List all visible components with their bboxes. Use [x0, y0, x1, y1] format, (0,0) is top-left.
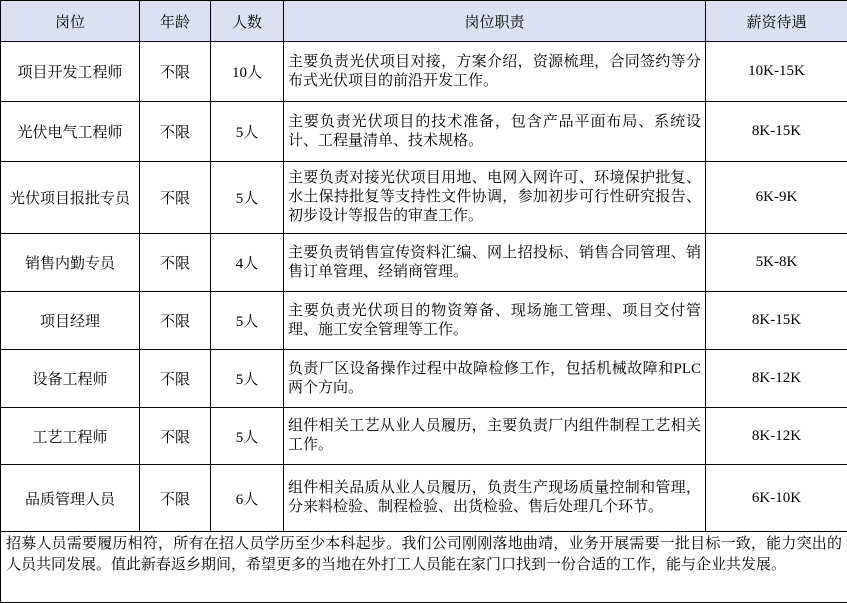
position-cell: 项目经理	[1, 292, 140, 350]
headcount-cell: 5人	[211, 408, 284, 465]
age-cell: 不限	[140, 350, 211, 408]
age-cell: 不限	[140, 162, 211, 234]
headcount-cell: 5人	[211, 350, 284, 408]
footer-row	[1, 532, 847, 603]
table-footer	[1, 532, 847, 603]
salary-cell: 6K-9K	[706, 162, 847, 234]
header-row	[1, 1, 847, 42]
header-headcount: 人数	[211, 1, 284, 42]
table-row	[1, 234, 847, 292]
salary-cell: 10K-15K	[706, 42, 847, 102]
duty-cell: 主要负责光伏项目的技术准备，包含产品平面布局、系统设计、工程量清单、技术规格。	[284, 102, 706, 162]
duty-cell: 主要负责光伏项目的物资筹备、现场施工管理、项目交付管理、施工安全管理等工作。	[284, 292, 706, 350]
position-cell: 光伏电气工程师	[1, 102, 140, 162]
age-cell: 不限	[140, 42, 211, 102]
duty-cell: 主要负责光伏项目对接，方案介绍，资源梳理，合同签约等分布式光伏项目的前沿开发工作。	[284, 42, 706, 102]
footer-note: 招募人员需要履历相符，所有在招人员学历至少本科起步。我们公司刚刚落地曲靖，业务开展需要一批目标一致，能力突出的人员共同发展。值此新春返乡期间，希望更多的当地在外打工人员能在家门口找到一份合适的工作，能与企业共发展。	[1, 532, 847, 603]
table-row	[1, 408, 847, 465]
age-cell: 不限	[140, 292, 211, 350]
headcount-cell: 5人	[211, 102, 284, 162]
duty-cell: 组件相关工艺从业人员履历，主要负责厂内组件制程工艺相关工作。	[284, 408, 706, 465]
headcount-cell: 5人	[211, 162, 284, 234]
duty-cell: 负责厂区设备操作过程中故障检修工作，包括机械故障和PLC两个方向。	[284, 350, 706, 408]
headcount-cell: 4人	[211, 234, 284, 292]
headcount-cell: 5人	[211, 292, 284, 350]
headcount-cell: 6人	[211, 465, 284, 532]
position-cell: 销售内勤专员	[1, 234, 140, 292]
table-row	[1, 42, 847, 102]
salary-cell: 6K-10K	[706, 465, 847, 532]
header-position: 岗位	[1, 1, 140, 42]
table-row	[1, 350, 847, 408]
salary-cell: 8K-12K	[706, 408, 847, 465]
salary-cell: 8K-15K	[706, 292, 847, 350]
salary-cell: 8K-12K	[706, 350, 847, 408]
table-body	[1, 42, 847, 532]
salary-cell: 5K-8K	[706, 234, 847, 292]
table-header	[1, 1, 847, 42]
age-cell: 不限	[140, 408, 211, 465]
headcount-cell: 10人	[211, 42, 284, 102]
table-row	[1, 292, 847, 350]
position-cell: 设备工程师	[1, 350, 140, 408]
header-salary: 薪资待遇	[706, 1, 847, 42]
duty-cell: 组件相关品质从业人员履历，负责生产现场质量控制和管理，分来料检验、制程检验、出货检验、售后处理几个环节。	[284, 465, 706, 532]
position-cell: 工艺工程师	[1, 408, 140, 465]
duty-cell: 主要负责销售宣传资料汇编、网上招投标、销售合同管理、销售订单管理、经销商管理。	[284, 234, 706, 292]
age-cell: 不限	[140, 465, 211, 532]
duty-cell: 主要负责对接光伏项目用地、电网入网许可、环境保护批复、水土保持批复等支持性文件协调，参加初步可行性研究报告、初步设计等报告的审查工作。	[284, 162, 706, 234]
salary-cell: 8K-15K	[706, 102, 847, 162]
table-row	[1, 465, 847, 532]
table-row	[1, 102, 847, 162]
position-cell: 品质管理人员	[1, 465, 140, 532]
header-duty: 岗位职责	[284, 1, 706, 42]
age-cell: 不限	[140, 102, 211, 162]
header-age: 年龄	[140, 1, 211, 42]
position-cell: 项目开发工程师	[1, 42, 140, 102]
table-row	[1, 162, 847, 234]
age-cell: 不限	[140, 234, 211, 292]
position-cell: 光伏项目报批专员	[1, 162, 140, 234]
